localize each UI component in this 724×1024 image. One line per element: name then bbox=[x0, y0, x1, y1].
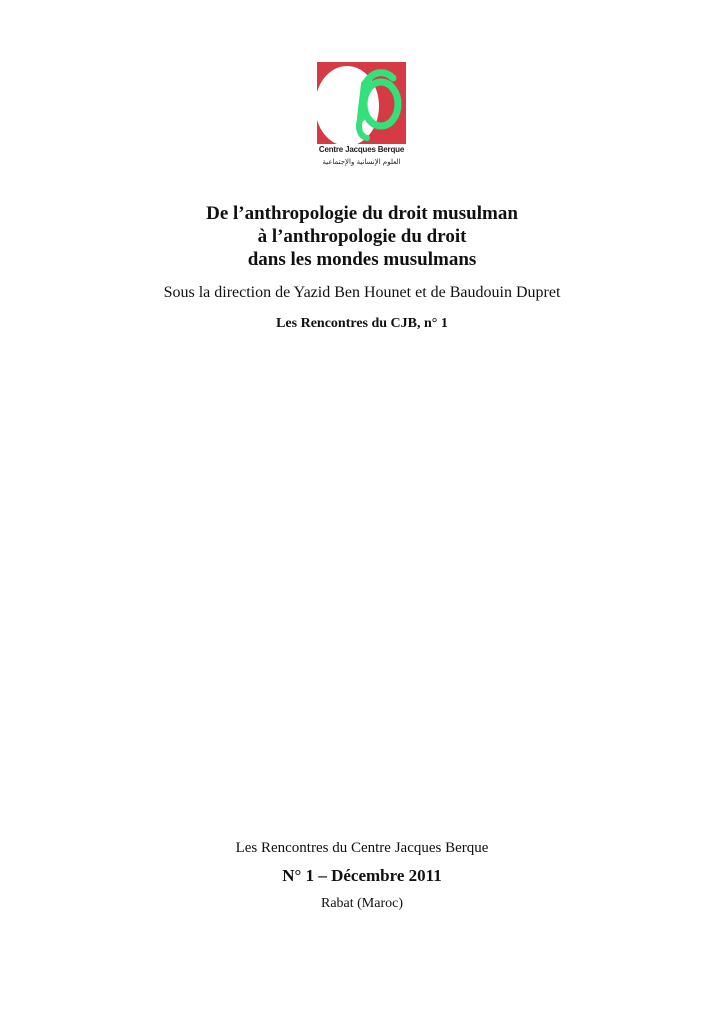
document-title bbox=[0, 202, 724, 271]
title-line-2: à l’anthropologie du droit bbox=[257, 226, 467, 247]
title-line-1: De l’anthropologie du droit musulman bbox=[206, 203, 518, 224]
footer-issue-date: N° 1 – Décembre 2011 bbox=[282, 866, 442, 885]
series-number: Les Rencontres du CJB, n° 1 bbox=[276, 316, 448, 331]
editors-line: Sous la direction de Yazid Ben Hounet et de Baudouin Dupret bbox=[163, 284, 561, 301]
logo-name-text: Centre Jacques Berque bbox=[318, 145, 405, 154]
logo-arabic-text: العلوم الإنسانية والإجتماعية bbox=[322, 158, 401, 166]
footer-series-name: Les Rencontres du Centre Jacques Berque bbox=[235, 840, 489, 856]
title-line-3: dans les mondes musulmans bbox=[247, 249, 477, 270]
centre-jacques-berque-logo bbox=[317, 62, 406, 174]
logo-emblem-icon bbox=[317, 62, 406, 144]
footer-place: Rabat (Maroc) bbox=[320, 896, 404, 911]
